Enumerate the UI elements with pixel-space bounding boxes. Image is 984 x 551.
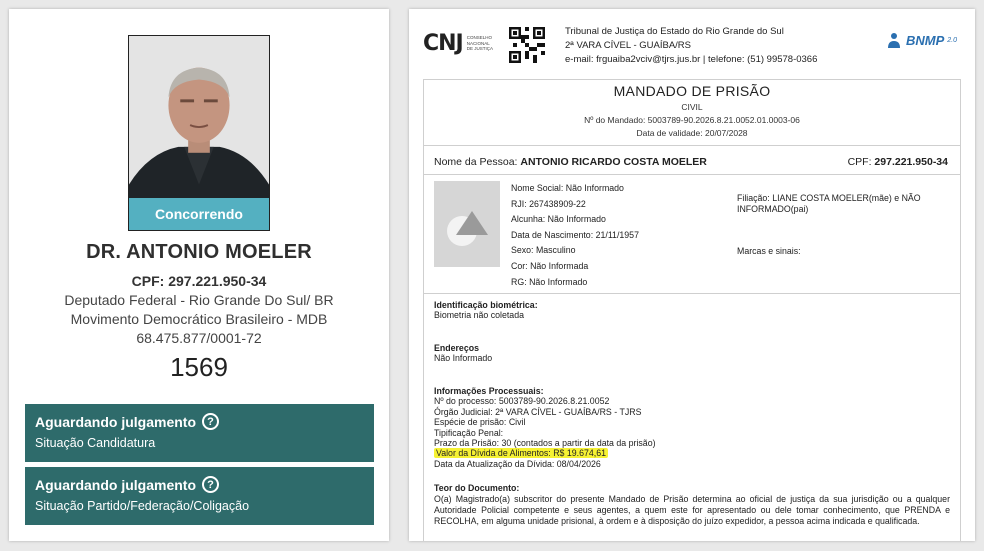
candidate-card	[9, 9, 389, 541]
teor-section	[434, 483, 950, 527]
debt-update-date: Data da Atualização da Dívida: 08/04/2026	[434, 458, 601, 469]
cnj-logo-mark: CNJ	[423, 31, 463, 56]
process-item: Tipificação Penal:	[434, 427, 504, 438]
person-label: Nome da Pessoa:	[434, 156, 518, 168]
court-line: Tribunal de Justiça do Estado do Rio Grande do Sul	[565, 26, 784, 37]
person-row	[434, 156, 948, 168]
placeholder-shapes-icon	[434, 181, 500, 267]
section-value: Biometria não coletada	[434, 310, 524, 321]
marcas-sinais: Marcas e sinais:	[737, 246, 801, 256]
cnj-logo-text: NACIONAL	[466, 40, 490, 46]
status-subtitle: Situação Partido/Federação/Coligação	[35, 499, 250, 513]
status-badge: Concorrendo	[129, 198, 269, 230]
person-info-item: Data de Nascimento: 21/11/1957	[511, 229, 639, 240]
court-header	[565, 25, 817, 67]
process-item: Prazo da Prisão: 30 (contados a partir da data da prisão)	[434, 438, 656, 449]
warrant-frame	[423, 79, 961, 541]
status-subtitle: Situação Candidatura	[35, 436, 156, 450]
bnmp-logo-text: BNMP	[905, 32, 945, 48]
cpf-label: CPF:	[847, 156, 872, 168]
candidate-number: 1569	[170, 352, 228, 382]
warrant-number: Nº do Mandado: 5003789-90.2026.8.21.0052.01.0003-06	[584, 115, 800, 125]
person-name: ANTONIO RICARDO COSTA MOELER	[520, 156, 707, 168]
status-candidatura	[25, 404, 374, 462]
processuais-section	[434, 386, 950, 469]
process-item: Espécie de prisão: Civil	[434, 417, 526, 428]
warrant-validity: Data de validade: 20/07/2028	[636, 128, 748, 138]
filiacao: Filiação: LIANE COSTA MOELER(mãe) e NÃO INFORMADO(pai)	[737, 193, 921, 214]
bnmp-logo	[885, 31, 957, 49]
candidate-cpf: CPF: 297.221.950-34	[131, 273, 267, 289]
section-value: Não Informado	[434, 353, 493, 364]
person-info-item: Cor: Não Informada	[511, 260, 589, 271]
candidate-name: DR. ANTONIO MOELER	[86, 241, 312, 263]
cnj-logo	[423, 31, 493, 56]
warrant-kind: CIVIL	[681, 102, 703, 112]
teor-text: O(a) Magistrado(a) subscritor do presente Mandado de Prisão determina ao oficial de justiça da sua jurisdição ou a qualquer Autoridade Policial competente e seus agentes, a quem este for apresentado ou dele tomar conhecimento, que PRENDA e RECOLHA, em alguma unidade prisional, à ordem e à disposição do juízo expedidor, a pessoa acima indicada e qualificada.	[434, 494, 950, 526]
court-line: e-mail: frguaiba2vciv@tjrs.jus.br | telefone: (51) 99578-0366	[565, 54, 818, 65]
bnmp-version: 2.0	[947, 36, 957, 44]
section-title: Informações Processuais:	[434, 386, 544, 396]
warrant-header	[424, 80, 960, 146]
section-title: Identificação biométrica:	[434, 300, 538, 310]
person-info-item: Sexo: Masculino	[511, 245, 576, 256]
cnj-logo-text: CONSELHO	[466, 35, 493, 41]
process-item: Órgão Judicial: 2ª VARA CÍVEL - GUAÍBA/RS - TJRS	[434, 406, 642, 417]
person-info-item: Nome Social: Não Informado	[511, 183, 624, 193]
arrest-warrant-document	[409, 9, 975, 541]
status-partido	[25, 467, 374, 525]
cpf-value: 297.221.950-34	[874, 156, 948, 168]
qr-code-icon	[509, 27, 545, 63]
photo-placeholder-icon	[434, 181, 500, 267]
help-icon[interactable]: ?	[202, 476, 219, 493]
candidate-role: Deputado Federal - Rio Grande Do Sul/ BR	[64, 292, 334, 308]
help-icon[interactable]: ?	[202, 413, 219, 430]
bnmp-icon	[885, 31, 903, 49]
status-title: Aguardando julgamento	[35, 413, 196, 430]
status-title: Aguardando julgamento	[35, 476, 196, 493]
person-info-list	[511, 181, 639, 290]
enderecos-section	[434, 343, 950, 364]
cnj-logo-text: DE JUSTIÇA	[466, 46, 494, 52]
person-info-item: RG: Não Informado	[511, 276, 588, 287]
candidate-photo	[128, 35, 270, 231]
candidate-cnpj: 68.475.877/0001-72	[136, 330, 262, 346]
process-item: Nº do processo: 5003789-90.2026.8.21.0052	[434, 396, 610, 407]
court-line: 2ª VARA CÍVEL - GUAÍBA/RS	[565, 40, 692, 51]
person-details	[424, 174, 960, 294]
section-title: Endereços	[434, 343, 479, 353]
person-info-item: RJI: 267438909-22	[511, 198, 586, 209]
biometria-section	[434, 300, 950, 321]
person-info-item: Alcunha: Não Informado	[511, 214, 606, 225]
warrant-title: MANDADO DE PRISÃO	[613, 83, 771, 99]
debt-value-highlight: Valor da Dívida de Alimentos: R$ 19.674,61	[436, 448, 607, 459]
candidate-party: Movimento Democrático Brasileiro - MDB	[70, 311, 328, 327]
section-title: Teor do Documento:	[434, 483, 520, 493]
